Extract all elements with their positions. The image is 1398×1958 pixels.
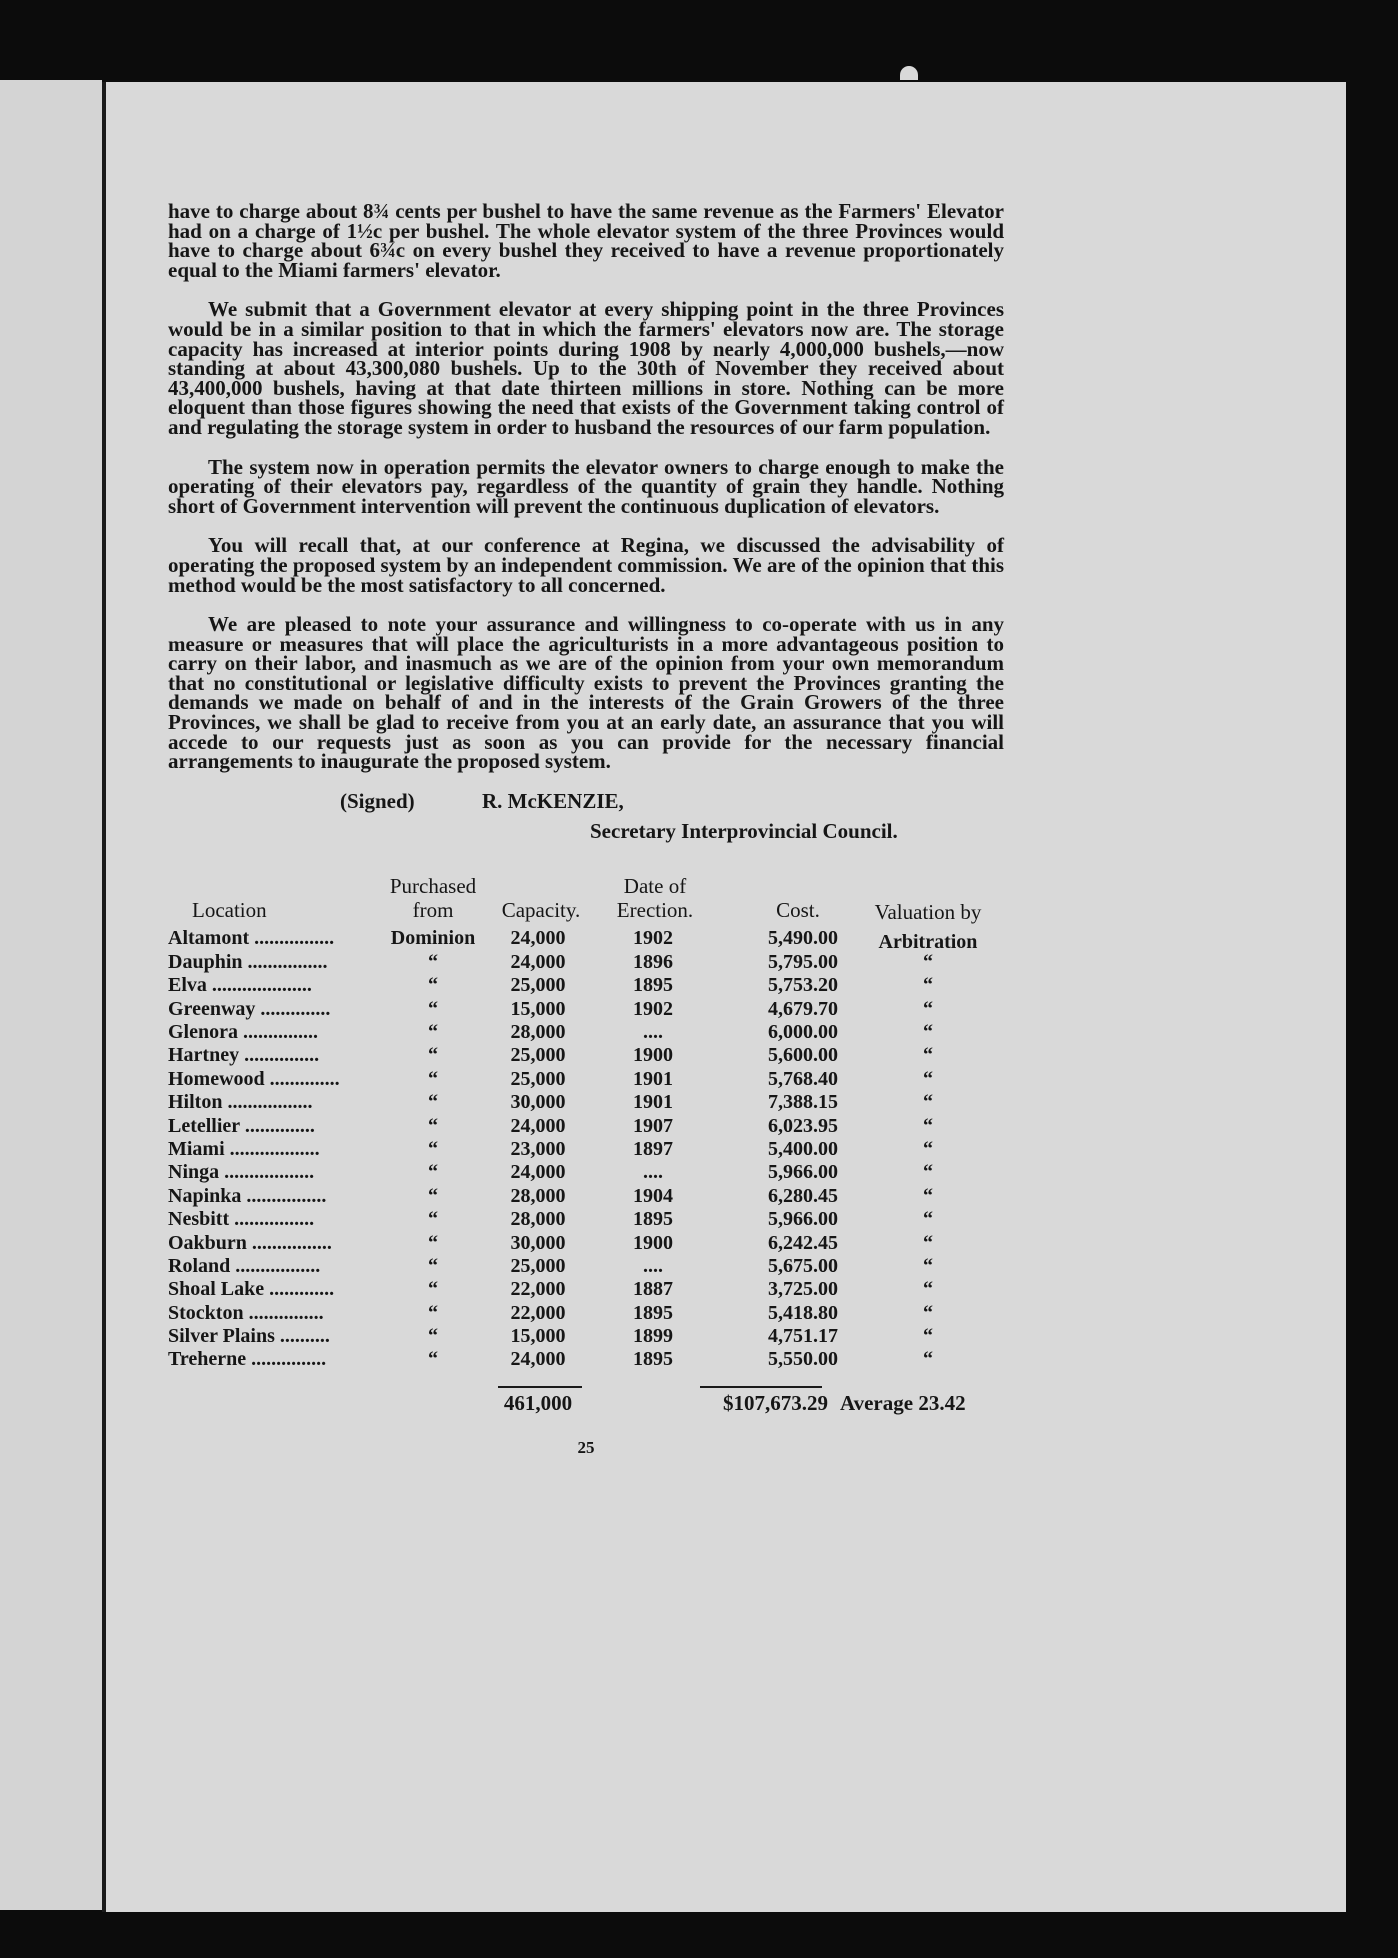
cell-from: “ — [428, 1021, 438, 1043]
cell-from: “ — [428, 1161, 438, 1184]
header-from: from — [412, 898, 454, 923]
cell-date: 1900 — [633, 1044, 673, 1067]
cell-location: Stockton ............... — [168, 1301, 324, 1324]
cell-from: Dominion — [390, 927, 476, 950]
cell-capacity: 30,000 — [510, 1091, 566, 1114]
cell-from: “ — [428, 1137, 438, 1160]
capacity-total-rule — [498, 1386, 582, 1388]
cell-valuation: “ — [923, 1278, 933, 1301]
cell-date: 1902 — [633, 997, 673, 1020]
cell-from: “ — [428, 1325, 438, 1348]
cell-valuation: “ — [923, 1231, 933, 1254]
cell-capacity: 25,000 — [510, 1044, 566, 1067]
cell-cost: 5,418.80 — [768, 1301, 838, 1324]
cell-capacity: 24,000 — [510, 950, 566, 973]
page-tab-mark — [900, 66, 918, 80]
cost-total-rule — [700, 1386, 822, 1388]
cell-valuation: “ — [923, 1114, 933, 1137]
signer-title: Secretary Interprovincial Council. — [590, 818, 898, 843]
cell-capacity: 15,000 — [510, 997, 566, 1020]
total-capacity: 461,000 — [503, 1390, 573, 1415]
cell-cost: 6,242.45 — [768, 1231, 838, 1254]
cell-capacity: 28,000 — [510, 1208, 566, 1231]
table-header — [168, 874, 1004, 927]
cell-valuation: “ — [923, 1325, 933, 1348]
cell-location: Elva .................... — [168, 974, 312, 997]
cell-valuation: “ — [923, 974, 933, 997]
cell-date: 1902 — [633, 927, 673, 950]
cell-from: “ — [428, 1114, 438, 1137]
cell-cost: 6,023.95 — [768, 1114, 838, 1137]
cell-cost: 5,550.00 — [768, 1348, 838, 1371]
cell-valuation: “ — [923, 1254, 933, 1277]
cell-location: Oakburn ................ — [168, 1231, 332, 1254]
header-purchased: Purchased — [389, 874, 477, 899]
paragraph-2: We submit that a Government elevator at every shipping point in the three Provinces would be in a similar position to that in which the farmers' elevators now are. The storage capacity has increased at interior points during 1908 by nearly 4,000,000 bushels,—now standing at about 43,300,080 bushels. Up to the 30th of November they received about 43,400,000 bushels, having at that date thirteen millions in store. Nothing can be more eloquent than those figures showing the need that exists of the Government taking control of and regulating the storage system in order to husband the resources of our farm population. — [168, 297, 1004, 439]
table-row — [168, 1021, 1004, 1044]
cell-cost: 5,795.00 — [768, 950, 838, 973]
cell-date: .... — [643, 1254, 663, 1277]
table-row — [168, 1091, 1004, 1114]
cell-location: Homewood .............. — [168, 1067, 340, 1090]
page-content — [168, 199, 1005, 1457]
table-row — [168, 998, 1004, 1021]
signed-label: (Signed) — [340, 788, 415, 813]
cell-date: 1907 — [633, 1114, 673, 1137]
cell-from: “ — [428, 997, 438, 1020]
cell-capacity: 24,000 — [510, 1114, 566, 1137]
cell-from: “ — [428, 1208, 438, 1231]
cell-location: Greenway .............. — [168, 997, 331, 1020]
cell-from: “ — [428, 1091, 438, 1114]
cell-valuation: “ — [923, 1021, 933, 1043]
cell-cost: 5,400.00 — [768, 1137, 838, 1160]
cell-valuation: “ — [923, 1301, 933, 1324]
cell-valuation: “ — [923, 997, 933, 1020]
cell-location: Treherne ............... — [168, 1348, 327, 1371]
cell-capacity: 24,000 — [510, 1348, 566, 1371]
header-location: Location — [192, 898, 267, 923]
header-date-of: Date of — [623, 874, 687, 899]
elevator-table — [168, 874, 1004, 1421]
cell-capacity: 24,000 — [510, 1161, 566, 1184]
cell-capacity: 22,000 — [510, 1301, 566, 1324]
table-row — [168, 1232, 1004, 1255]
cell-location: Ninga .................. — [168, 1161, 315, 1184]
cell-location: Shoal Lake ............. — [168, 1278, 335, 1301]
cell-location: Altamont ................ — [168, 927, 335, 950]
header-arbitration: Arbitration — [878, 931, 978, 954]
cell-cost: 5,490.00 — [768, 927, 838, 950]
cell-capacity: 15,000 — [510, 1325, 566, 1348]
signer-name: R. McKENZIE, — [482, 788, 624, 813]
cell-capacity: 24,000 — [510, 927, 566, 950]
cell-cost: 3,725.00 — [768, 1278, 838, 1301]
cell-capacity: 25,000 — [510, 974, 566, 997]
paragraph-5: We are pleased to note your assurance and willingness to co-operate with us in any measure or measures that will place the agriculturists in a more advantageous position to carry on their labor, and inasmuch as we are of the opinion from your own memorandum that no constitutional or legislative difficulty exists to prevent the Provinces granting the demands we made on behalf of and in the interests of the Grain Growers of the three Provinces, we shall be glad to receive from you at an early date, an assurance that you will accede to our requests just as soon as you can provide for the necessary financial arrangements to inaugurate the proposed system. — [168, 612, 1004, 774]
table-row — [168, 1255, 1004, 1278]
table-row — [168, 951, 1004, 974]
table-totals — [168, 1390, 1004, 1422]
cell-valuation: “ — [923, 1044, 933, 1067]
cell-capacity: 28,000 — [510, 1184, 566, 1207]
cell-cost: 4,679.70 — [768, 997, 838, 1020]
table-row — [168, 974, 1004, 997]
cell-from: “ — [428, 1231, 438, 1254]
header-capacity: Capacity. — [501, 898, 581, 923]
table-row — [168, 1302, 1004, 1325]
cell-capacity: 30,000 — [510, 1231, 566, 1254]
cell-location: Hartney ............... — [168, 1044, 320, 1067]
cell-location: Silver Plains .......... — [168, 1325, 330, 1348]
cell-cost: 7,388.15 — [768, 1091, 838, 1114]
table-row — [168, 1068, 1004, 1091]
cell-capacity: 23,000 — [510, 1137, 566, 1160]
cell-capacity: 25,000 — [510, 1254, 566, 1277]
cell-date: 1895 — [633, 1301, 673, 1324]
cell-date: 1901 — [633, 1091, 673, 1114]
total-cost: $107,673.29 — [723, 1390, 828, 1415]
cell-cost: 5,600.00 — [768, 1044, 838, 1067]
cell-date: 1895 — [633, 974, 673, 997]
cell-location: Hilton ................. — [168, 1091, 313, 1114]
cell-location: Dauphin ................ — [168, 950, 328, 973]
cell-location: Roland ................. — [168, 1254, 321, 1277]
cell-from: “ — [428, 1184, 438, 1207]
cell-date: 1897 — [633, 1137, 673, 1160]
cell-date: 1899 — [633, 1325, 673, 1348]
table-row — [168, 1208, 1004, 1231]
paragraph-1: have to charge about 8¾ cents per bushel to have the same revenue as the Farmers' Elevator had on a charge of 1½c per bushel. The whole elevator system of the three Provinces would have to charge about 6¾c on every bushel they received to have a revenue proportionately equal to the Miami farmers' elevator. — [168, 199, 1004, 282]
paragraph-3: The system now in operation permits the elevator owners to charge enough to make the operating of their elevators pay, regardless of the quantity of grain they handle. Nothing short of Government intervention will prevent the continuous duplication of elevators. — [168, 454, 1004, 518]
cell-location: Nesbitt ................ — [168, 1208, 315, 1231]
cell-location: Glenora ............... — [168, 1021, 318, 1043]
cell-valuation: “ — [923, 950, 933, 973]
paragraph-4: You will recall that, at our conference at Regina, we discussed the advisability of operating the proposed system by an independent commission. We are of the opinion that this method would be the most satisfactory to all concerned. — [168, 533, 1005, 597]
table-row — [168, 1325, 1004, 1348]
header-valuation: Valuation by — [874, 900, 982, 925]
cell-valuation: “ — [923, 1161, 933, 1184]
table-row — [168, 1278, 1004, 1301]
header-erection: Erection. — [616, 898, 694, 923]
table-row — [168, 1138, 1004, 1161]
cell-cost: 5,675.00 — [768, 1254, 838, 1277]
table-row — [168, 1185, 1004, 1208]
cell-date: 1896 — [633, 950, 673, 973]
cell-from: “ — [428, 974, 438, 997]
cell-from: “ — [428, 1254, 438, 1277]
cell-from: “ — [428, 1067, 438, 1090]
cell-date: 1895 — [633, 1208, 673, 1231]
table-row — [168, 927, 1004, 954]
cell-date: .... — [643, 1161, 663, 1184]
table-row — [168, 1161, 1004, 1184]
cell-cost: 5,966.00 — [768, 1161, 838, 1184]
cell-date: 1895 — [633, 1348, 673, 1371]
cell-cost: 4,751.17 — [768, 1325, 838, 1348]
cell-date: 1901 — [633, 1067, 673, 1090]
cell-from: “ — [428, 1301, 438, 1324]
cell-cost: 6,280.45 — [768, 1184, 838, 1207]
signature-line — [168, 788, 1004, 820]
cell-capacity: 28,000 — [510, 1021, 566, 1043]
cell-date: .... — [643, 1021, 663, 1043]
table-row — [168, 1348, 1004, 1371]
cell-location: Napinka ................ — [168, 1184, 327, 1207]
cell-capacity: 22,000 — [510, 1278, 566, 1301]
header-cost: Cost. — [776, 898, 820, 923]
cell-valuation: “ — [923, 1091, 933, 1114]
cell-valuation: “ — [923, 1184, 933, 1207]
adjacent-page-edge — [0, 80, 102, 1910]
table-row — [168, 1115, 1004, 1138]
cell-location: Letellier .............. — [168, 1114, 315, 1137]
cell-cost: 5,768.40 — [768, 1067, 838, 1090]
cell-cost: 5,753.20 — [768, 974, 838, 997]
table-row — [168, 1044, 1004, 1067]
cell-from: “ — [428, 1278, 438, 1301]
cell-date: 1887 — [633, 1278, 673, 1301]
cell-date: 1904 — [633, 1184, 673, 1207]
cell-location: Miami .................. — [168, 1137, 320, 1160]
cell-from: “ — [428, 1044, 438, 1067]
cell-valuation: “ — [923, 1348, 933, 1371]
cell-date: 1900 — [633, 1231, 673, 1254]
cell-valuation: “ — [923, 1208, 933, 1231]
cell-valuation: “ — [923, 1067, 933, 1090]
cell-cost: 5,966.00 — [768, 1208, 838, 1231]
page-number: 25 — [577, 1437, 595, 1457]
cell-valuation: “ — [923, 1137, 933, 1160]
cell-from: “ — [428, 1348, 438, 1371]
cell-capacity: 25,000 — [510, 1067, 566, 1090]
cell-cost: 6,000.00 — [768, 1021, 838, 1043]
average-valuation: Average 23.42 — [840, 1390, 966, 1415]
cell-from: “ — [428, 950, 438, 973]
